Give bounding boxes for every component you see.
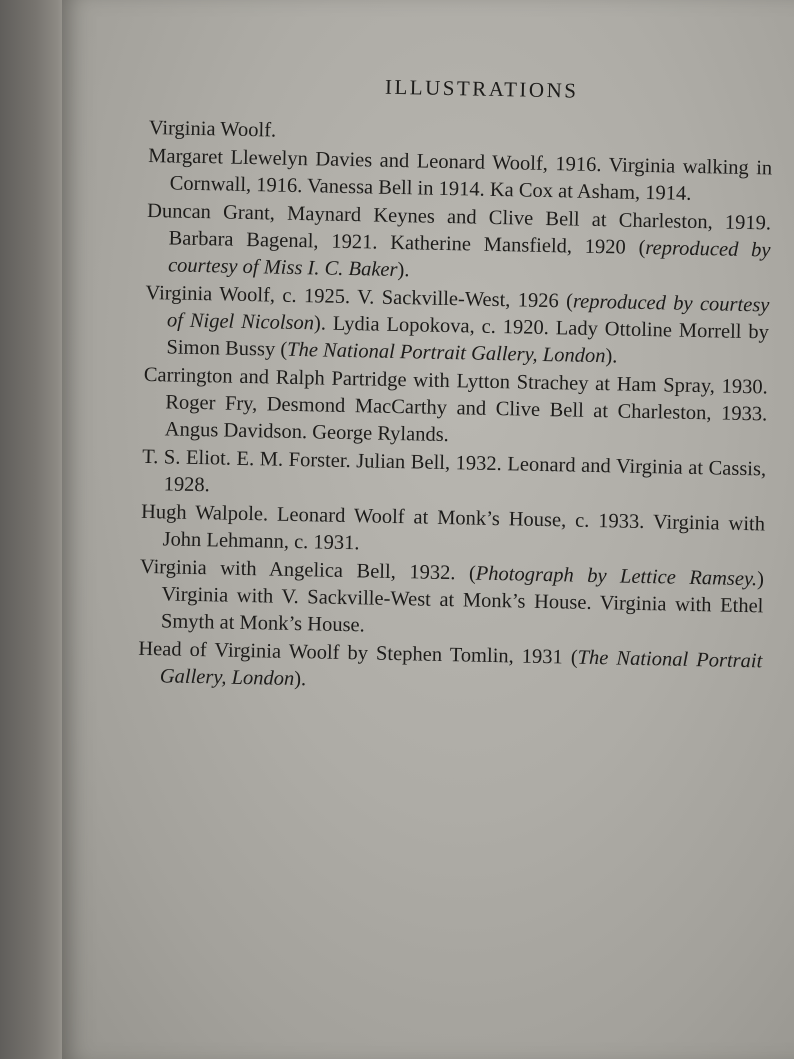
entry-text: ). Lydia Lopokova, c. 1920. Lady Ottoline Morrell by Simon Bussy (: [166, 312, 770, 361]
page-body: [138, 70, 774, 703]
entry-text: Carrington and Ralph Partridge with Lytton Strachey at Ham Spray, 1930. Roger Fry, Desmond MacCarthy and Clive Bell at Charleston, 1933. Angus Davidson. George Rylands.: [143, 363, 768, 447]
book-page: [62, 0, 794, 1059]
credit-text: The National Portrait Gallery, London: [286, 338, 606, 368]
entry-text: Duncan Grant, Maynard Keynes and Clive Bell at Charleston, 1919. Barbara Bagenal, 1921. Katherine Mansfield, 1920 (: [146, 199, 772, 259]
entry-text: Margaret Llewelyn Davies and Leonard Woolf, 1916. Virginia walking in Cornwall, 1916. Vanessa Bell in 1914. Ka Cox at Asham, 1914.: [148, 144, 773, 205]
credit-text: reproduced by courtesy of Miss I. C. Baker: [167, 236, 771, 282]
credit-text: Photograph by Lettice Ramsey.: [475, 562, 758, 591]
illustration-entry: [143, 362, 769, 456]
entry-text: T. S. Eliot. E. M. Forster. Julian Bell, 1932. Leonard and Virginia at Cassis, 1928.: [142, 445, 767, 497]
entry-text: ).: [293, 668, 307, 691]
entry-text: ).: [605, 345, 618, 368]
illustration-entry: [146, 198, 772, 292]
page-heading: ILLUSTRATIONS: [384, 74, 579, 103]
illustration-entry: [139, 554, 765, 648]
illustration-entry: [144, 280, 770, 374]
illustrations-list: [138, 115, 773, 702]
credit-text: reproduced by courtesy of Nigel Nicolson: [166, 290, 770, 335]
entry-text: ) Virginia with V. Sackville-West at Monk’s House. Virginia with Ethel Smyth at Monk’s House.: [160, 568, 765, 637]
entry-text: Virginia with Angelica Bell, 1932. (: [139, 555, 476, 585]
entry-text: ).: [397, 259, 410, 282]
book-gutter: [0, 0, 64, 1059]
entry-text: Virginia Woolf.: [148, 116, 277, 142]
illustration-entry: [138, 636, 763, 703]
entry-text: Head of Virginia Woolf by Stephen Tomlin, 1931 (: [138, 637, 578, 669]
credit-text: The National Portrait Gallery, London: [159, 646, 763, 691]
entry-text: Hugh Walpole. Leonard Woolf at Monk’s House, c. 1933. Virginia with John Lehmann, c. 1931.: [140, 500, 766, 555]
entry-text: Virginia Woolf, c. 1925. V. Sackville-West, 1926 (: [145, 281, 574, 313]
